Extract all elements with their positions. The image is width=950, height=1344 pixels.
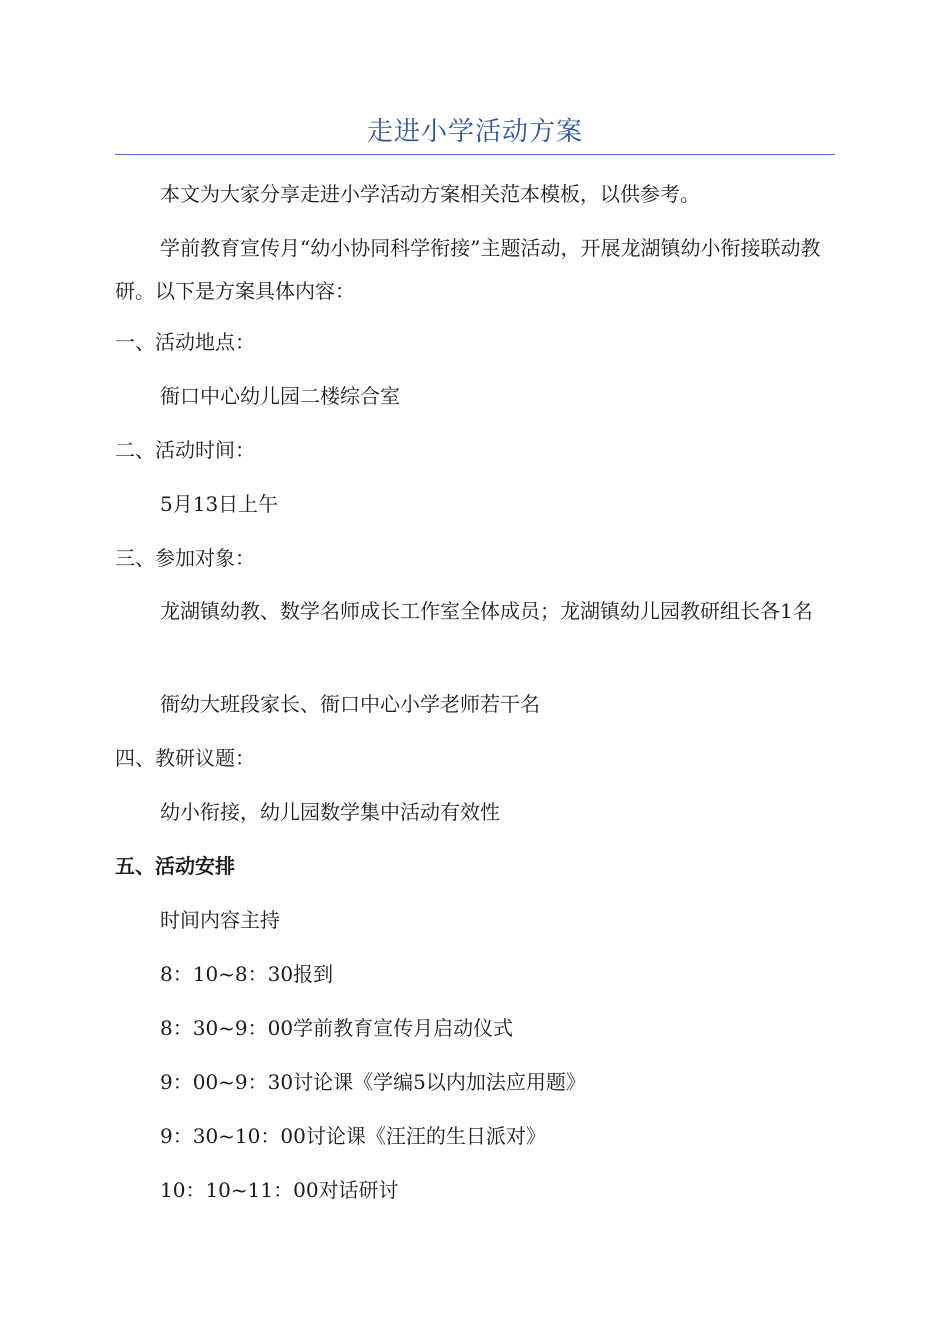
topic-value: 幼小衔接，幼儿园数学集中活动有效性 <box>160 800 500 824</box>
schedule-item: 8：30~9：00学前教育宣传月启动仪式 <box>160 1016 514 1040</box>
intro-paragraph: 本文为大家分享走进小学活动方案相关范本模板，以供参考。 <box>160 182 700 206</box>
schedule-item: 9：30~10：00讨论课《汪汪的生日派对》 <box>160 1124 546 1148</box>
schedule-header: 时间内容主持 <box>160 908 280 932</box>
document-title: 走进小学活动方案 <box>366 117 583 147</box>
participants-line-1: 龙湖镇幼教、数学名师成长工作室全体成员；龙湖镇幼儿园教研组长各1名 <box>160 599 813 623</box>
time-value: 5月13日上午 <box>160 492 279 516</box>
schedule-item: 8：10~8：30报到 <box>160 962 334 986</box>
schedule-item: 10：10~11：00对话研讨 <box>160 1178 399 1202</box>
section-heading-time: 二、活动时间： <box>115 438 255 462</box>
section-heading-topic: 四、教研议题： <box>115 746 255 770</box>
background-paragraph: 学前教育宣传月“幼小协同科学衔接”主题活动，开展龙湖镇幼小衔接联动教研。以下是方案具体内容： <box>115 236 821 303</box>
section-heading-location: 一、活动地点： <box>115 330 255 354</box>
title-underline <box>115 154 835 155</box>
section-heading-participants: 三、参加对象： <box>115 546 255 570</box>
location-value: 衙口中心幼儿园二楼综合室 <box>160 384 400 408</box>
participants-line-2: 衙幼大班段家长、衙口中心小学老师若干名 <box>160 692 540 716</box>
schedule-item: 9：00~9：30讨论课《学编5以内加法应用题》 <box>160 1070 586 1094</box>
section-heading-schedule: 五、活动安排 <box>115 854 235 878</box>
